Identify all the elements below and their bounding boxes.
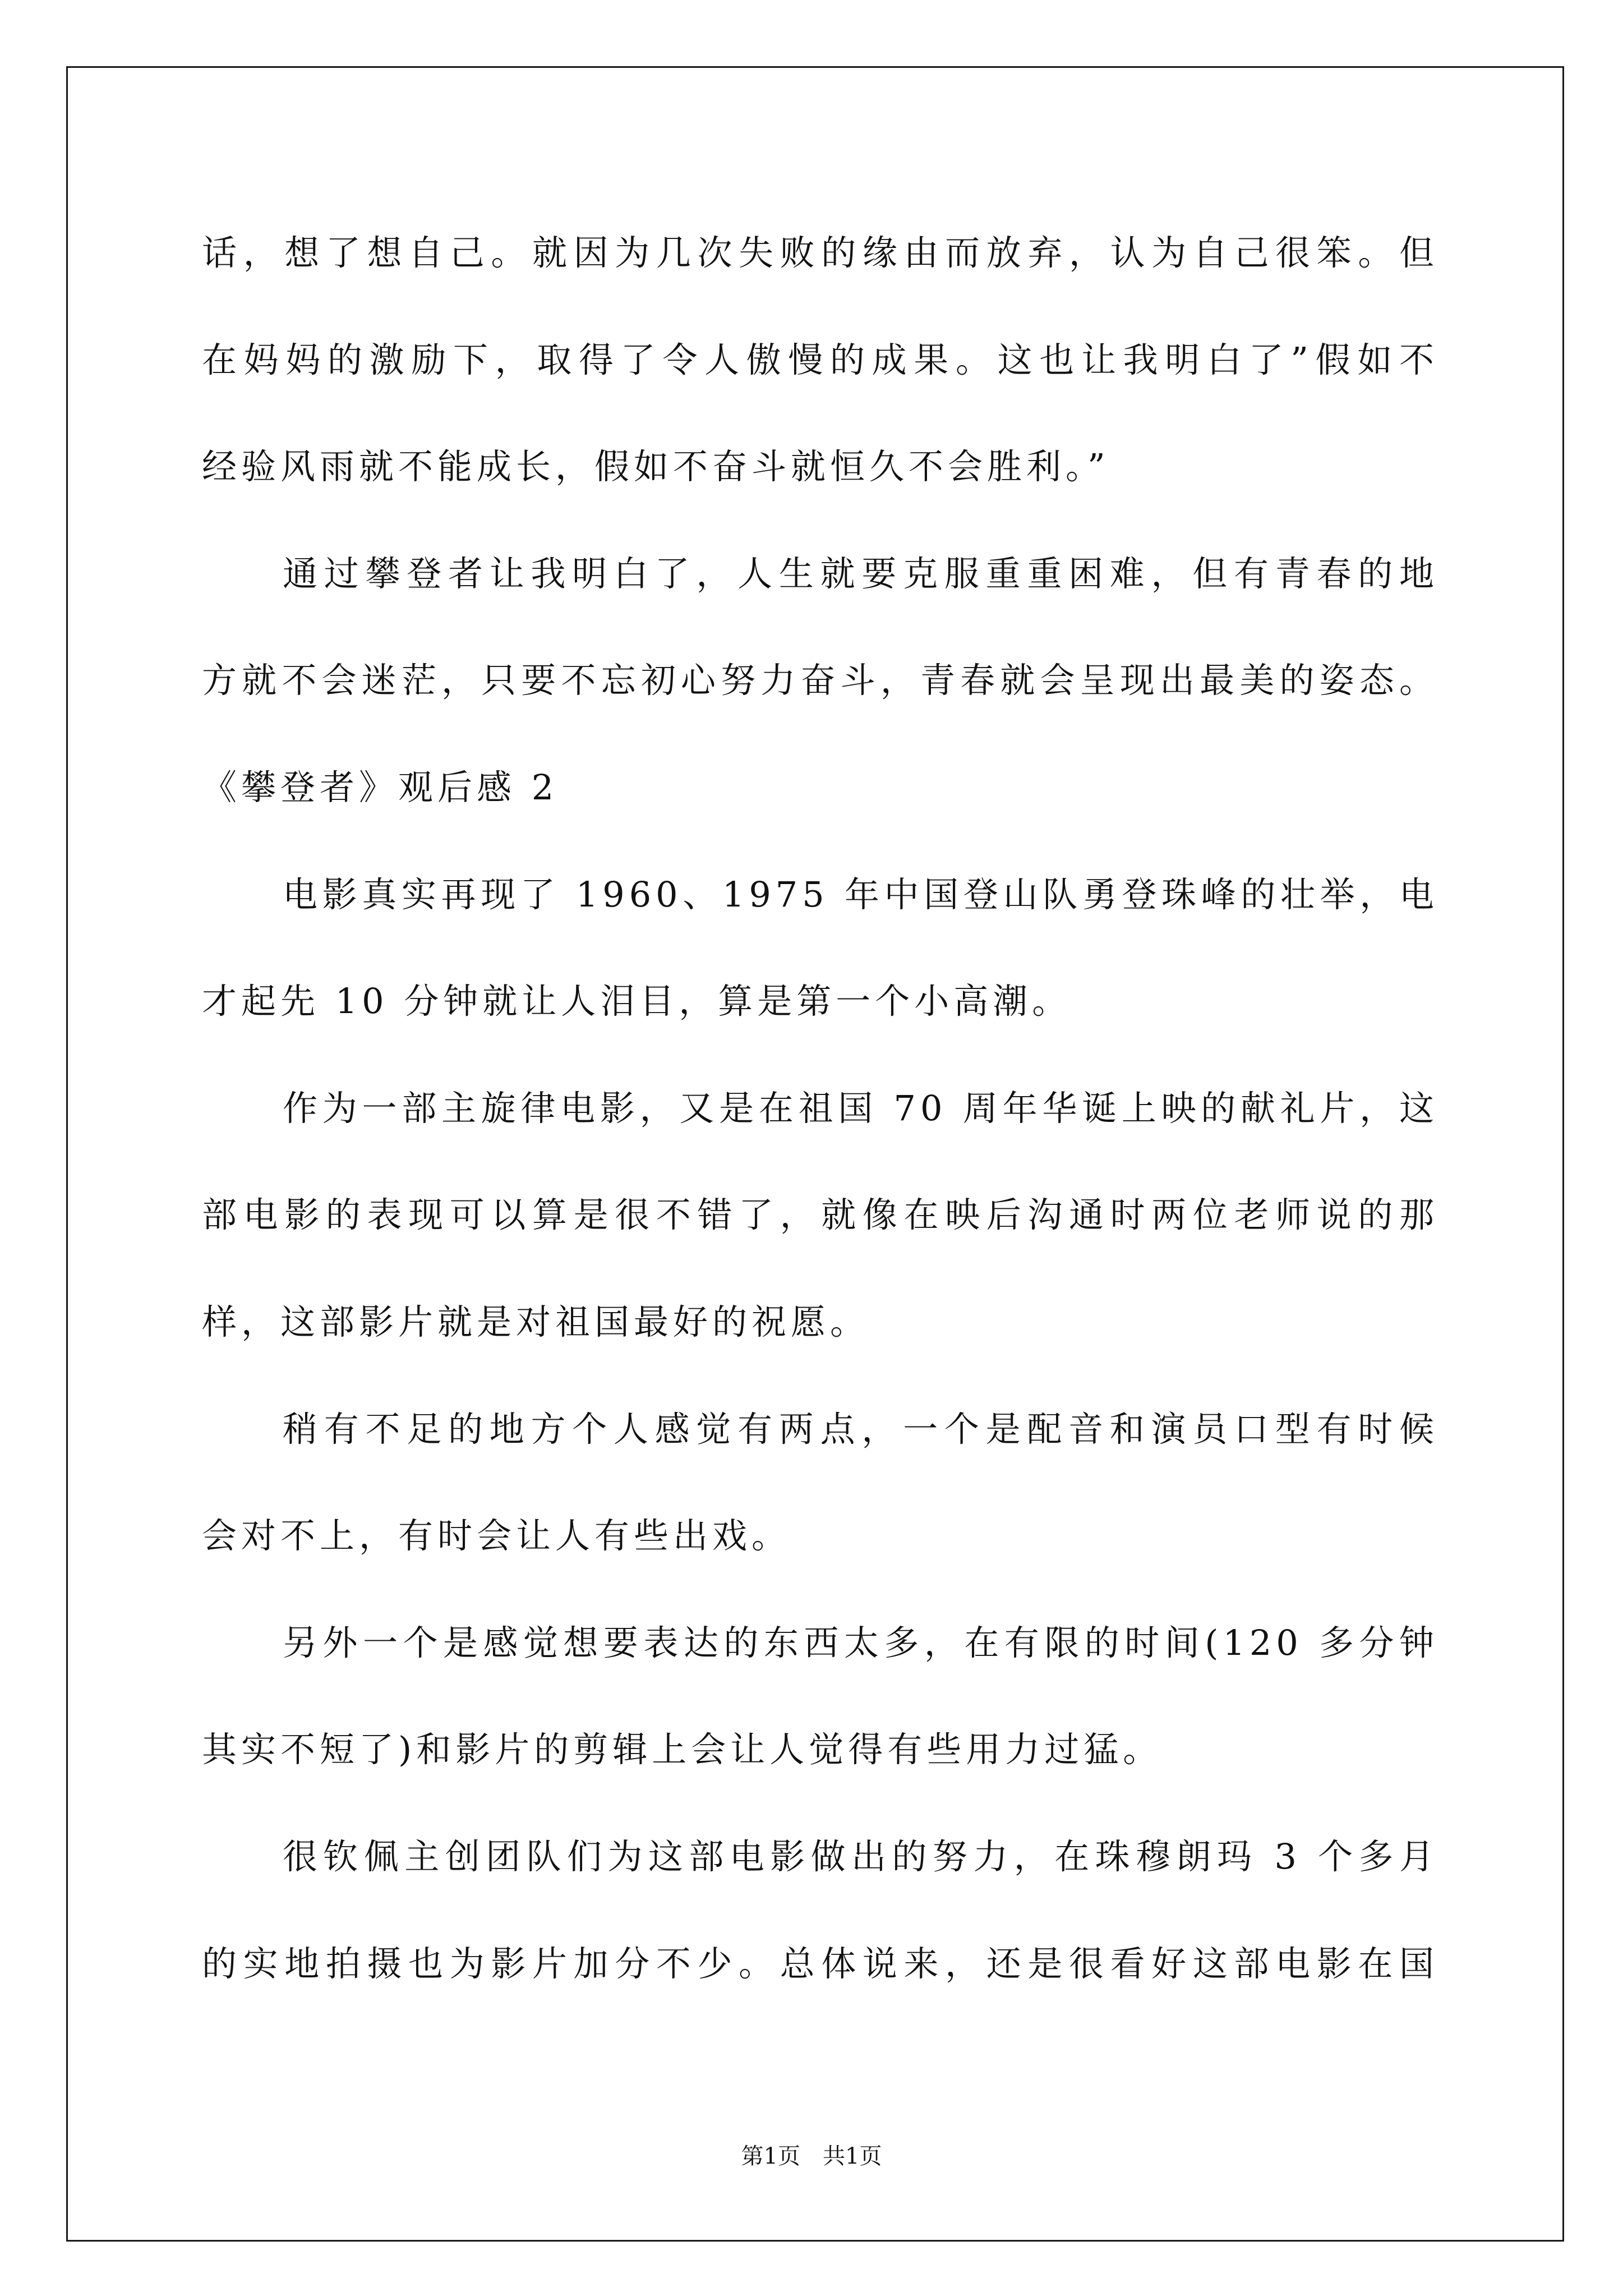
- text-line: 其实不短了)和影片的剪辑上会让人觉得有些用力过猛。: [202, 1729, 1163, 1770]
- section-heading: 《攀登者》观后感 2: [202, 766, 559, 808]
- page-footer: 第1页 共1页: [741, 2143, 882, 2169]
- text-line: 作为一部主旋律电影，又是在祖国 70 周年华诞上映的献礼片，这: [283, 1087, 1438, 1129]
- body-text: [202, 200, 1438, 2017]
- text-line: 很钦佩主创团队们为这部电影做出的努力，在珠穆朗玛 3 个多月: [283, 1835, 1438, 1877]
- text-line: 的实地拍摄也为影片加分不少。总体说来，还是很看好这部电影在国: [202, 1943, 1438, 1984]
- paragraph: [202, 200, 1438, 521]
- text-line: 方就不会迷茫，只要不忘初心努力奋斗，青春就会呈现出最美的姿态。: [202, 660, 1438, 701]
- text-line: 部电影的表现可以算是很不错了，就像在映后沟通时两位老师说的那: [202, 1194, 1438, 1236]
- text-line: 在妈妈的激励下，取得了令人傲慢的成果。这也让我明白了”假如不: [202, 339, 1438, 380]
- text-line: 通过攀登者让我明白了，人生就要克服重重困难，但有青春的地: [283, 553, 1438, 594]
- paragraph: [202, 1590, 1438, 1803]
- paragraph: [202, 521, 1438, 734]
- text-line: 话，想了想自己。就因为几次失败的缘由而放弃，认为自己很笨。但: [202, 232, 1438, 273]
- text-line: 稍有不足的地方个人感觉有两点，一个是配音和演员口型有时候: [283, 1408, 1438, 1450]
- paragraph: [202, 1376, 1438, 1590]
- text-line: 电影真实再现了 1960、1975 年中国登山队勇登珠峰的壮举，电: [283, 873, 1438, 915]
- text-line: 另外一个是感觉想要表达的东西太多，在有限的时间(120 多分钟: [283, 1622, 1438, 1663]
- text-line: 样，这部影片就是对祖国最好的祝愿。: [202, 1301, 870, 1342]
- paragraph: [202, 1055, 1438, 1376]
- text-line: 经验风雨就不能成长，假如不奋斗就恒久不会胜利。”: [202, 446, 1110, 487]
- text-line: 才起先 10 分钟就让人泪目，算是第一个小高潮。: [202, 981, 1072, 1022]
- paragraph: [202, 1803, 1438, 2017]
- paragraph: [202, 841, 1438, 1055]
- text-line: 会对不上，有时会让人有些出戏。: [202, 1515, 791, 1557]
